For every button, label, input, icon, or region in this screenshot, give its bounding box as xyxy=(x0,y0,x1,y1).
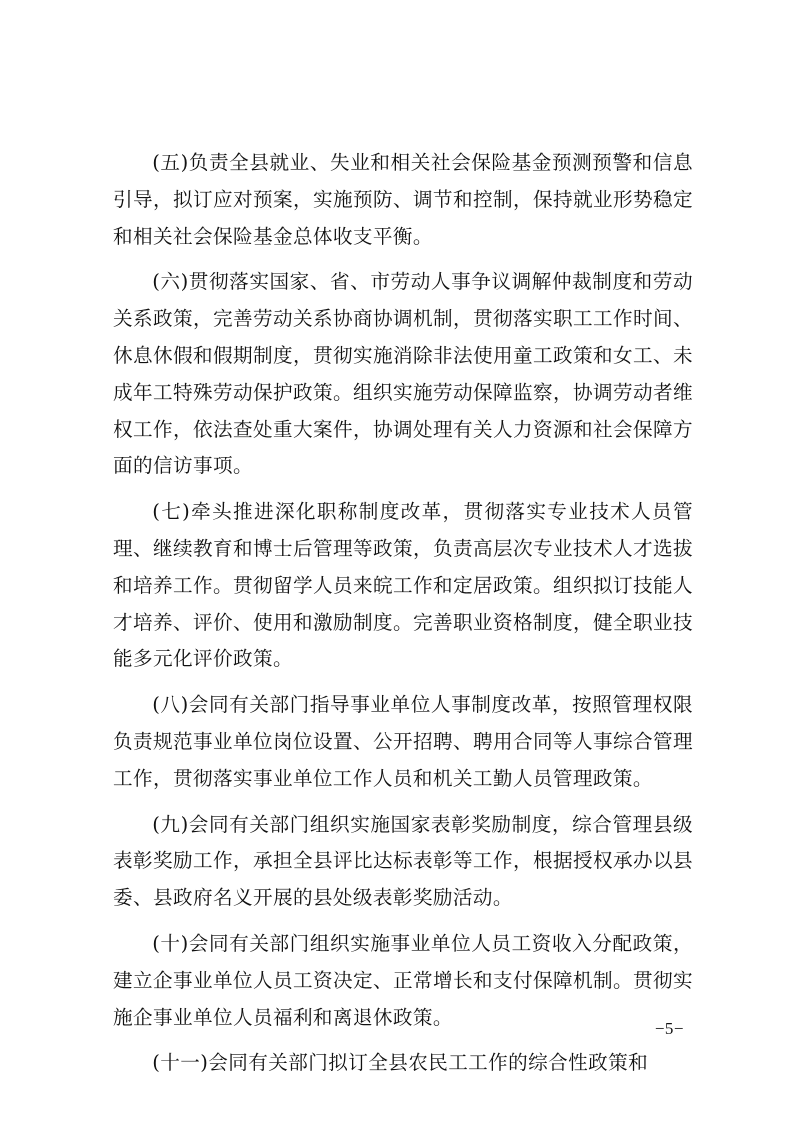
document-body xyxy=(113,145,693,1091)
page-number: −5− xyxy=(654,1019,684,1038)
paragraph-7: (七)牵头推进深化职称制度改革，贯彻落实专业技术人员管理、继续教育和博士后管理等政策，负责高层次专业技术人才选拔和培养工作。贯彻留学人员来皖工作和定居政策。组织拟订技能人才培养、评价、使用和激励制度。完善职业资格制度，健全职业技能多元化评价政策。 xyxy=(113,500,693,671)
paragraph-9: (九)会同有关部门组织实施国家表彰奖励制度，综合管理县级表彰奖励工作，承担全县评比达标表彰等工作，根据授权承办以县委、县政府名义开展的县处级表彰奖励活动。 xyxy=(113,812,693,910)
paragraph-5: (五)负责全县就业、失业和相关社会保险基金预测预警和信息引导，拟订应对预案，实施预防、调节和控制，保持就业形势稳定和相关社会保险基金总体收支平衡。 xyxy=(113,151,693,248)
paragraph-10: (十)会同有关部门组织实施事业单位人员工资收入分配政策，建立企事业单位人员工资决定、正常增长和支付保障机制。贯彻实施企事业单位人员福利和离退休政策。 xyxy=(113,931,693,1029)
paragraph-11: (十一)会同有关部门拟订全县农民工工作的综合性政策和 xyxy=(152,1051,649,1075)
paragraph-8: (八)会同有关部门指导事业单位人事制度改革，按照管理权限负责规范事业单位岗位设置、公开招聘、聘用合同等人事综合管理工作，贯彻落实事业单位工作人员和机关工勤人员管理政策。 xyxy=(113,693,693,790)
paragraph-6: (六)贯彻落实国家、省、市劳动人事争议调解仲裁制度和劳动关系政策，完善劳动关系协商协调机制，贯彻落实职工工作时间、休息休假和假期制度，贯彻实施消除非法使用童工政策和女工、未成年工特殊劳动保护政策。组织实施劳动保障监察，协调劳动者维权工作，依法查处重大案件，协调处理有关人力资源和社会保障方面的信访事项。 xyxy=(113,270,693,478)
